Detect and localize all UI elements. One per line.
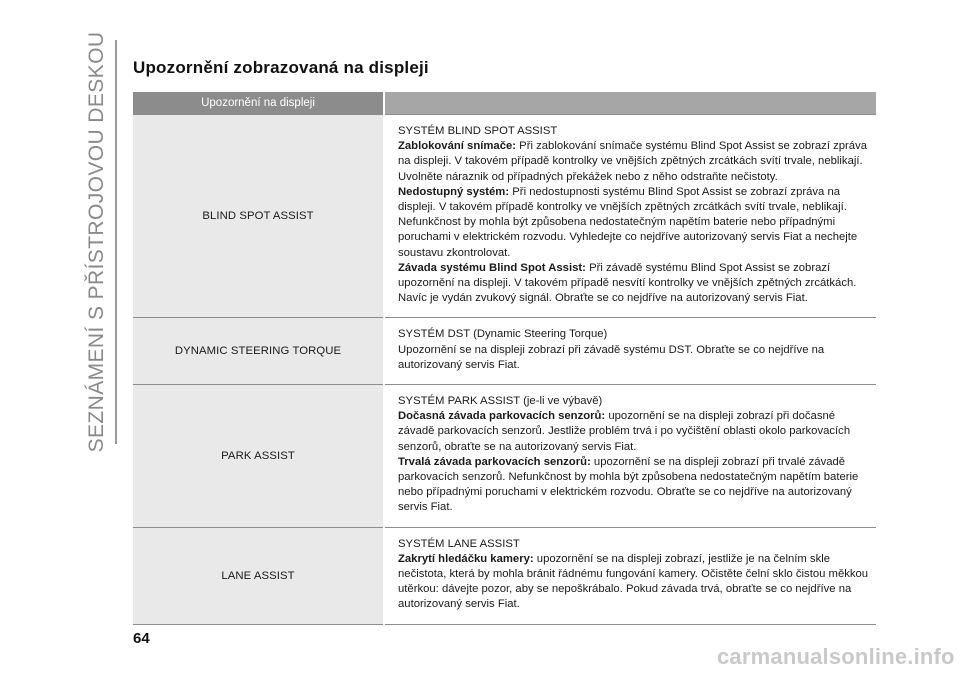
- row-item-label: Zakrytí hledáčku kamery:: [398, 552, 534, 565]
- row-item-text: upozornění se na displeji zobrazí při dočasné závadě parkovacích senzorů. Jestliže problém trvá i po vyčištění oblasti okolo parkovacích senzorů, obraťte se na autorizovaný servis Fiat.: [398, 410, 851, 453]
- row-description: [384, 318, 876, 385]
- table-row: [133, 385, 876, 528]
- row-item: [398, 185, 872, 261]
- warnings-table: [133, 92, 876, 625]
- row-item-label: Trvalá závada parkovacích senzorů:: [398, 455, 591, 468]
- row-item-label: Nedostupný systém:: [398, 185, 510, 198]
- row-item-text: upozornění se na displeji zobrazí při trvalé závadě parkovacích senzorů. Nefunkčnost by mohla být způsobena nedostatečným napětím baterie nebo případnými poruchami v elektrickém rozvodu. Obraťte se co nejdříve na autorizovaný servis Fiat.: [398, 455, 859, 514]
- row-item-text: Při nedostupnosti systému Blind Spot Assist se zobrazí zpráva na displeji. V takovém případě kontrolky ve vnějších zpětných zrcátkách svítí trvale, neblikají. Nefunkčnost by mohla být způsobena nedostatečným napětím baterie nebo případnými poruchami v elektrickém rozvodu. Vyhledejte co nejdříve autorizovaný servis Fiat a nechejte soustavu zkontrolovat.: [398, 185, 858, 259]
- row-item: [398, 455, 872, 516]
- table-row: [133, 527, 876, 624]
- row-system-title: SYSTÉM DST (Dynamic Steering Torque): [398, 328, 608, 341]
- row-item-text: Upozornění se na displeji zobrazí při závadě systému DST. Obraťte se co nejdříve na autorizovaný servis Fiat.: [398, 343, 825, 371]
- row-warning-name: LANE ASSIST: [133, 527, 384, 624]
- table-row: [133, 318, 876, 385]
- row-description: [384, 527, 876, 624]
- row-item-label: Zablokování snímače:: [398, 140, 517, 153]
- row-system-title: SYSTÉM BLIND SPOT ASSIST: [398, 125, 558, 137]
- row-system-title: SYSTÉM LANE ASSIST: [398, 537, 520, 550]
- row-warning-name: PARK ASSIST: [133, 385, 384, 528]
- row-item-label: Dočasná závada parkovacích senzorů:: [398, 410, 606, 423]
- row-item: [398, 139, 872, 185]
- row-description: [384, 115, 876, 318]
- table-header-warning: Upozornění na displeji: [133, 92, 384, 115]
- row-item-text: Při zablokování snímače systému Blind Spot Assist se zobrazí zpráva na displeji. V takovém případě kontrolky ve vnějších zpětných zrcátkách svítí trvale, neblikají. Uvolněte náraznik od případných překážek nebo z něho odstraňte nečistoty.: [398, 140, 868, 183]
- watermark-text: carmanualsonline.info: [717, 644, 955, 669]
- row-system-title: SYSTÉM PARK ASSIST (je-li ve výbavě): [398, 395, 603, 408]
- table-header-description: [384, 92, 876, 115]
- row-item: [398, 409, 872, 455]
- table-row: [133, 115, 876, 318]
- row-item: [398, 552, 872, 613]
- row-item-text: Při závadě systému Blind Spot Assist se zobrazí upozornění na displeji. V takovém případě nesvítí kontrolky ve vnějších zpětných zrcátkách. Navíc je vydán zvukový signál. Obraťte se co nejdříve na autorizovaný servis Fiat.: [398, 261, 857, 305]
- chapter-divider: [115, 40, 117, 444]
- table-header-row: [133, 92, 876, 115]
- row-item: [398, 261, 872, 307]
- chapter-side-label-text: SEZNÁMENÍ S PŘÍSTROJOVOU DESKOU: [85, 31, 108, 453]
- row-warning-name: DYNAMIC STEERING TORQUE: [133, 318, 384, 385]
- chapter-side-label: [84, 31, 110, 453]
- page-title: Upozornění zobrazovaná na displeji: [133, 58, 429, 77]
- row-item-label: Závada systému Blind Spot Assist:: [398, 261, 586, 274]
- page-number: 64: [133, 630, 150, 647]
- row-description: [384, 385, 876, 528]
- row-item-text: upozornění se na displeji zobrazí, jestliže je na čelním skle nečistota, která by mohla bránit řádnému fungování kamery. Očistěte čelní sklo čistou měkkou utěrkou: dávejte pozor, aby se nepoškrábalo. Pokud závada trvá, obraťte se co nejdříve na autorizovaný servis Fiat.: [398, 552, 869, 611]
- row-warning-name: BLIND SPOT ASSIST: [133, 115, 384, 318]
